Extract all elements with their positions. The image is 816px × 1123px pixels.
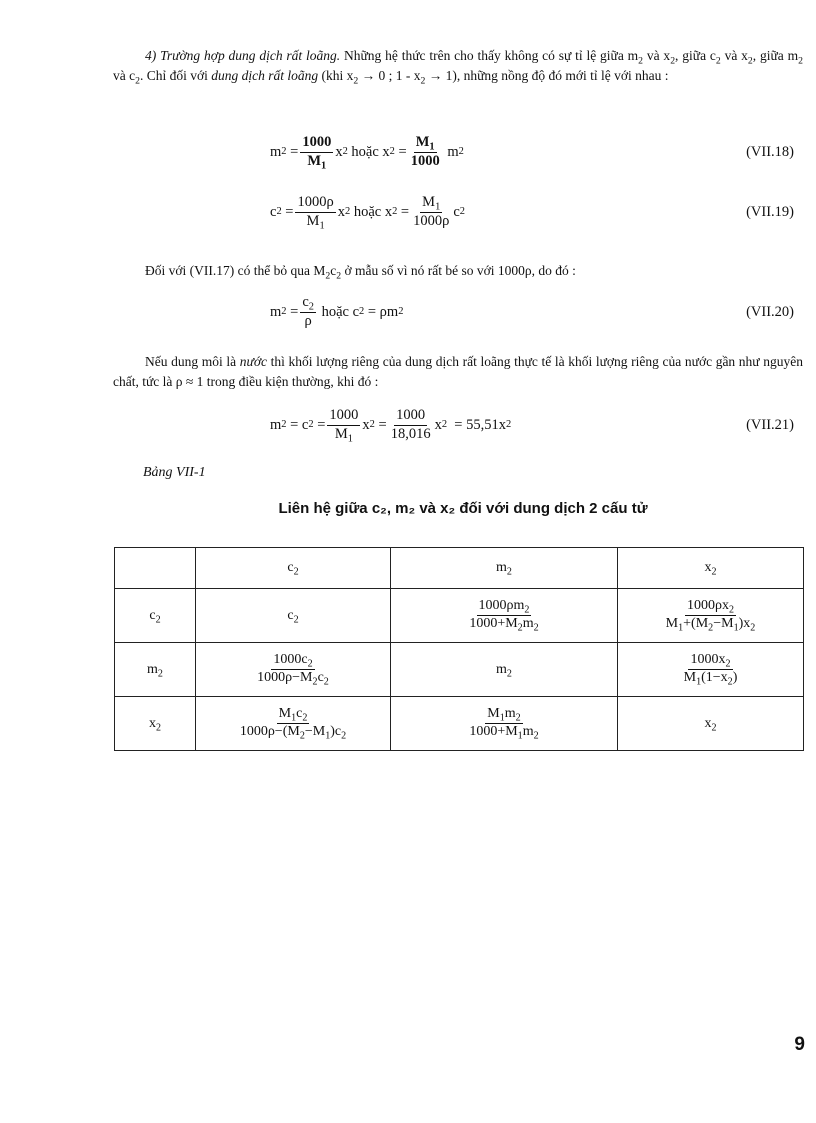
paragraph-water-solvent: Nếu dung môi là nước thì khối lượng riêng của dung dịch rất loãng thực tế là khối lượng riêng của nước gần như nguyên chất, tức là ρ ≈ 1 trong điều kiện thường, khi đó : — [113, 354, 803, 389]
cell-m2-x2: $\frac{1000x_2}{M_1(1-x_2)}$ — [618, 643, 804, 697]
cell-m2-m2: $m_2$ — [391, 643, 618, 697]
row-header-c2: $c_2$ — [115, 589, 196, 643]
equation-label: (VII.18) — [746, 143, 794, 160]
equation-vii-19: c 2 = $\frac{1000\rho}{M_1}$ x 2 hoặc x 2 = $\frac{M_1}{1000\rho}$ c 2 (VII.19) — [270, 194, 794, 232]
relation-table — [114, 547, 804, 751]
header-m2: $m_2$ — [391, 548, 618, 589]
equation-label: (VII.20) — [746, 303, 794, 320]
table-corner-cell — [115, 548, 196, 589]
table-row — [115, 643, 804, 697]
cell-c2-m2: $\frac{1000\rho m_2}{1000+M_2m_2}$ — [391, 589, 618, 643]
paragraph-dilute-case: 4) Trường hợp dung dịch rất loãng. Những hệ thức trên cho thấy không có sự tỉ lệ giữa $m_2$ và $x_2$, giữa $c_2$ và $x_2$, giữa $m_2$ và $c_2$. Chỉ đối với dung dịch rất loãng (khi $x_2 \to 0$ ; $1 - x_2 \to 1$), những nồng độ đó mới tỉ lệ với nhau : — [113, 48, 803, 87]
equation-label: (VII.19) — [746, 203, 794, 220]
cell-x2-x2: $x_2$ — [618, 697, 804, 751]
cell-m2-c2: $\frac{1000c_2}{1000\rho-M_2c_2}$ — [196, 643, 391, 697]
emphasis-dilute: dung dịch rất loãng — [211, 68, 319, 83]
cell-c2-c2: $c_2$ — [196, 589, 391, 643]
row-header-m2: $m_2$ — [115, 643, 196, 697]
table-row — [115, 697, 804, 751]
page-number: 9 — [794, 1034, 805, 1055]
table-row — [115, 589, 804, 643]
cell-x2-c2: $\frac{M_1c_2}{1000\rho-(M_2-M_1)c_2}$ — [196, 697, 391, 751]
cell-x2-m2: $\frac{M_1m_2}{1000+M_1m_2}$ — [391, 697, 618, 751]
equation-vii-20: m 2 = $\frac{c_2}{\rho}$ hoặc c 2 = ρm 2 (VII.20) — [270, 294, 794, 329]
equation-vii-18: m 2 = $\frac{1000}{M_1}$ x 2 hoặc x 2 = $\frac{M_1}{1000}$ m 2 (VII.18) — [270, 134, 794, 172]
row-header-x2: $x_2$ — [115, 697, 196, 751]
section-lead: 4) Trường hợp dung dịch rất loãng. — [145, 48, 341, 63]
cell-c2-x2: $\frac{1000\rho x_2}{M_1+(M_2-M_1)x_2}$ — [618, 589, 804, 643]
equation-vii-21: m 2 = c 2 = $\frac{1000}{M_1}$ x 2 = $\frac{1000}{18,016}$ x 2 = 55,51x 2 (VII.21) — [270, 407, 794, 445]
emphasis-water: nước — [239, 354, 268, 369]
header-x2: $x_2$ — [618, 548, 804, 589]
header-c2: $c_2$ — [196, 548, 391, 589]
paragraph-approximation: Đối với (VII.17) có thể bỏ qua $M_2c_2$ ở mẫu số vì nó rất bé so với 1000ρ, do đó : — [145, 263, 576, 282]
equation-label: (VII.21) — [746, 416, 794, 433]
table-header-row — [115, 548, 804, 589]
table-title: Liên hệ giữa c₂, m₂ và x₂ đối với dung dịch 2 cấu tử — [278, 500, 648, 517]
table-label: Bảng VII-1 — [143, 465, 206, 480]
